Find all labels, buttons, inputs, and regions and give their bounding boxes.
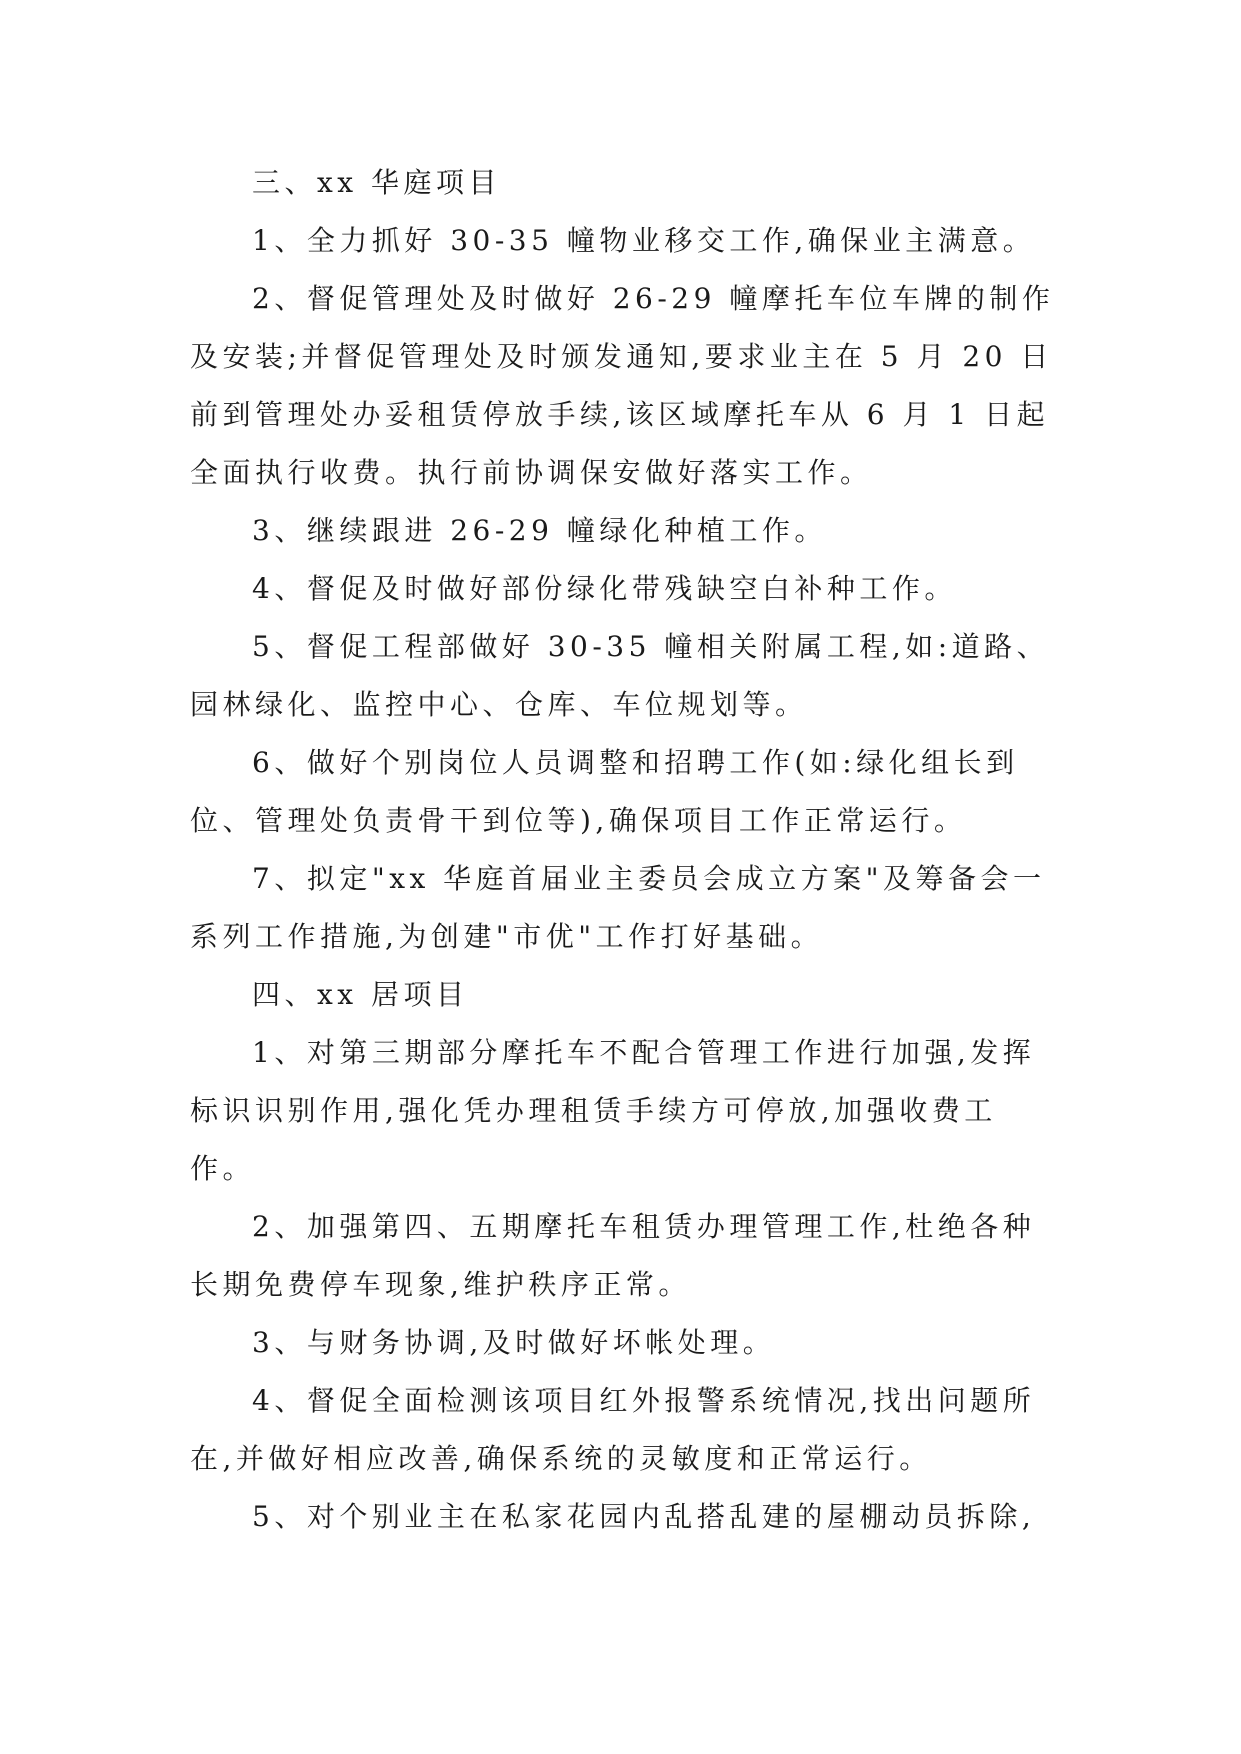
paragraph-line: 标识识别作用,强化凭办理租赁手续方可停放,加强收费工 [190,1094,997,1127]
paragraph-line: 5、督促工程部做好 30-35 幢相关附属工程,如:道路、 [252,630,1050,663]
paragraph-line: 1、对第三期部分摩托车不配合管理工作进行加强,发挥 [252,1036,1036,1069]
paragraph-line: 1、全力抓好 30-35 幢物业移交工作,确保业主满意。 [252,224,1036,257]
paragraph-line: 5、对个别业主在私家花园内乱搭乱建的屋棚动员拆除, [252,1500,1036,1533]
paragraph-line: 系列工作措施,为创建"市优"工作打好基础。 [190,920,824,953]
paragraph-line: 2、督促管理处及时做好 26-29 幢摩托车位车牌的制作 [252,282,1055,315]
paragraph-line: 3、与财务协调,及时做好坏帐处理。 [252,1326,776,1359]
paragraph-line: 4、督促及时做好部份绿化带残缺空白补种工作。 [252,572,957,605]
document-body [190,154,1055,1546]
section-heading: 四、xx 居项目 [252,978,469,1011]
paragraph-line: 作。 [190,1152,256,1185]
paragraph-line: 在,并做好相应改善,确保系统的灵敏度和正常运行。 [190,1442,932,1475]
paragraph-line: 3、继续跟进 26-29 幢绿化种植工作。 [252,514,827,547]
paragraph-line: 及安装;并督促管理处及时颁发通知,要求业主在 5 月 20 日 [190,340,1053,373]
paragraph-line: 4、督促全面检测该项目红外报警系统情况,找出问题所 [252,1384,1036,1417]
paragraph-line: 前到管理处办妥租赁停放手续,该区域摩托车从 6 月 1 日起 [190,398,1050,431]
paragraph-line: 全面执行收费。执行前协调保安做好落实工作。 [190,456,873,489]
section-heading: 三、xx 华庭项目 [252,166,501,199]
paragraph-line: 园林绿化、监控中心、仓库、车位规划等。 [190,688,808,721]
paragraph-line: 7、拟定"xx 华庭首届业主委员会成立方案"及筹备会一 [252,862,1046,895]
paragraph-line: 长期免费停车现象,维护秩序正常。 [190,1268,691,1301]
paragraph-line: 2、加强第四、五期摩托车租赁办理管理工作,杜绝各种 [252,1210,1036,1243]
paragraph-line: 位、管理处负责骨干到位等),确保项目工作正常运行。 [190,804,967,837]
paragraph-line: 6、做好个别岗位人员调整和招聘工作(如:绿化组长到 [252,746,1019,779]
